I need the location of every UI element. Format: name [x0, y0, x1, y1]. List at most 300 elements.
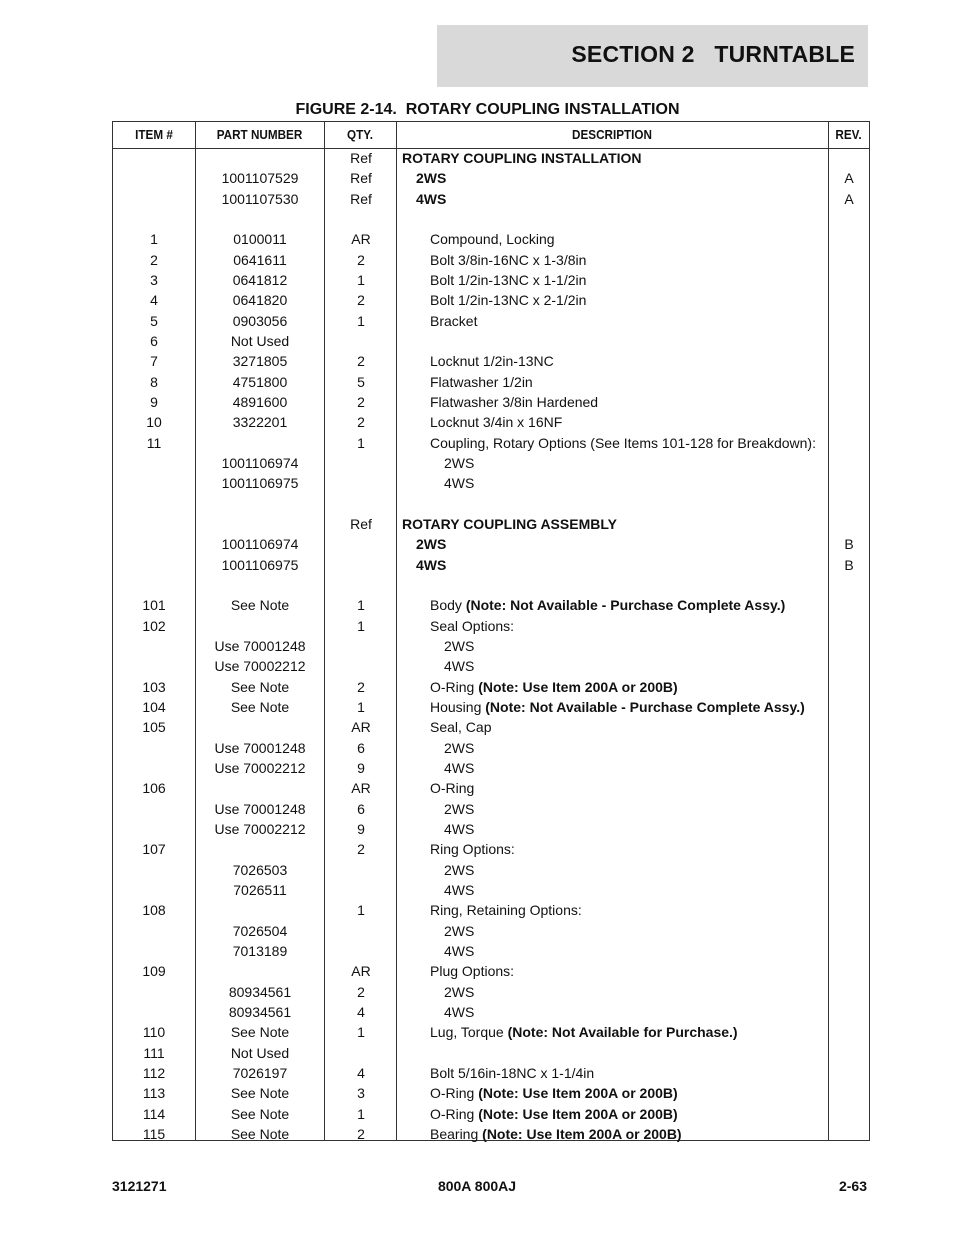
description [402, 575, 828, 595]
revision [829, 270, 869, 290]
table-row [113, 168, 869, 188]
description [402, 880, 870, 900]
revision [829, 1002, 869, 1022]
quantity: 2 [357, 251, 365, 268]
description-bold-text: 2WS [416, 536, 447, 553]
description [402, 189, 842, 209]
description-text: 4WS [444, 759, 475, 776]
item-number: 2 [150, 251, 158, 268]
description-text: O-Ring [430, 780, 475, 797]
description-bold-text: (Note: Not Available - Purchase Complete Assy.) [465, 597, 786, 614]
description-text: 2WS [444, 637, 475, 654]
quantity [325, 473, 397, 493]
description [402, 1043, 856, 1063]
footer-page-number: 2-63 [838, 1178, 867, 1194]
section-title: SECTION 2 TURNTABLE [571, 41, 855, 67]
description [402, 616, 856, 636]
description [402, 1083, 856, 1103]
table-row [113, 351, 869, 371]
part-number: See Note [230, 1024, 290, 1041]
description-text: 4WS [444, 1003, 475, 1020]
item-number [113, 494, 195, 514]
item-number [113, 758, 195, 778]
item-number: 105 [142, 719, 166, 736]
description-text: 4WS [444, 475, 475, 492]
item-number: 5 [150, 312, 158, 329]
description-text: Bolt 1/2in-13NC x 1-1/2in [430, 271, 587, 288]
item-number: 106 [142, 780, 166, 797]
description [402, 1124, 856, 1144]
item-number: 102 [142, 617, 166, 634]
revision [829, 311, 869, 331]
description [402, 1002, 870, 1022]
description-text: Seal Options: [430, 617, 515, 634]
part-number [195, 148, 325, 168]
description [402, 961, 856, 981]
item-number: 112 [142, 1064, 166, 1081]
description [402, 250, 856, 270]
revision [829, 717, 869, 737]
description-text: Compound, Locking [430, 231, 555, 248]
table-row [113, 982, 869, 1002]
quantity: 2 [357, 292, 365, 309]
item-number: 109 [142, 963, 166, 980]
figure-title: FIGURE 2-14. ROTARY COUPLING INSTALLATION [295, 101, 680, 118]
description [402, 229, 856, 249]
revision [829, 1083, 869, 1103]
item-number: 4 [150, 292, 158, 309]
item-number: 113 [142, 1085, 166, 1102]
description-text: Bolt 3/8in-16NC x 1-3/8in [430, 251, 587, 268]
item-number: 101 [142, 597, 166, 614]
quantity [325, 494, 397, 514]
quantity [325, 575, 397, 595]
quantity: 2 [357, 393, 365, 410]
table-row [113, 819, 869, 839]
part-number [195, 494, 325, 514]
description [402, 778, 856, 798]
description [402, 636, 870, 656]
description [402, 494, 828, 514]
quantity [325, 636, 397, 656]
description [402, 534, 842, 554]
description-text: Ring Options: [430, 841, 515, 858]
revision [829, 921, 869, 941]
quantity: 2 [357, 983, 365, 1000]
part-number [195, 961, 325, 981]
description [402, 697, 856, 717]
table-row [113, 636, 869, 656]
header-item: ITEM # [135, 127, 173, 142]
part-number: Not Used [230, 1044, 290, 1061]
table-row [113, 616, 869, 636]
revision [829, 1124, 869, 1144]
revision: B [844, 536, 854, 553]
section-banner [437, 25, 868, 87]
part-number [195, 433, 325, 453]
item-number: 1 [150, 231, 158, 248]
item-number [113, 982, 195, 1002]
description [402, 473, 870, 493]
description-bold-text: (Note: Use Item 200A or 200B) [482, 1125, 682, 1142]
table-row [113, 1124, 869, 1144]
header-rev: REV. [835, 127, 862, 142]
part-number: Use 70001248 [214, 800, 306, 817]
description-text: Bolt 1/2in-13NC x 2-1/2in [430, 292, 587, 309]
table-row [113, 1022, 869, 1042]
item-number [113, 941, 195, 961]
table-row [113, 514, 869, 534]
item-number [113, 168, 195, 188]
item-number [113, 860, 195, 880]
part-number: 7026197 [232, 1064, 288, 1081]
description [402, 595, 856, 615]
quantity: AR [351, 719, 371, 736]
revision [829, 799, 869, 819]
revision [829, 433, 869, 453]
description-text: 2WS [444, 739, 475, 756]
description-text: O-Ring [430, 1105, 479, 1122]
description-bold-text: ROTARY COUPLING ASSEMBLY [402, 515, 617, 532]
quantity: 1 [357, 698, 365, 715]
description-bold-text: (Note: Not Available for Purchase.) [507, 1024, 738, 1041]
revision [829, 656, 869, 676]
description [402, 270, 856, 290]
description-bold-text: (Note: Use Item 200A or 200B) [478, 1105, 678, 1122]
part-number: Use 70002212 [214, 658, 306, 675]
revision [829, 900, 869, 920]
item-number: 8 [150, 373, 158, 390]
table-row [113, 494, 869, 514]
item-number: 10 [146, 414, 162, 431]
quantity: 4 [357, 1003, 365, 1020]
quantity: Ref [350, 150, 372, 166]
quantity: 1 [357, 312, 365, 329]
part-number: Not Used [230, 332, 290, 349]
table-row [113, 311, 869, 331]
description-text: 2WS [444, 800, 475, 817]
revision [829, 616, 869, 636]
part-number [195, 717, 325, 737]
part-number [195, 900, 325, 920]
table-row [113, 778, 869, 798]
item-number [113, 799, 195, 819]
item-number [113, 534, 195, 554]
quantity: 3 [357, 1085, 365, 1102]
quantity: 9 [357, 820, 365, 837]
description [402, 351, 856, 371]
revision [829, 209, 869, 229]
revision [829, 250, 869, 270]
quantity [325, 209, 397, 229]
description-bold-text: 2WS [416, 170, 447, 187]
description-text: Flatwasher 3/8in Hardened [430, 393, 599, 410]
description [402, 290, 856, 310]
header-qty: QTY. [346, 127, 374, 142]
description-bold-text: 4WS [416, 556, 447, 573]
table-row [113, 290, 869, 310]
quantity: 6 [357, 739, 365, 756]
revision: A [844, 170, 854, 187]
table-row [113, 148, 869, 168]
table-row [113, 209, 869, 229]
table-row [113, 575, 869, 595]
description [402, 941, 870, 961]
description-text: 2WS [444, 861, 475, 878]
description [402, 656, 870, 676]
revision [829, 778, 869, 798]
part-number: 80934561 [228, 983, 292, 1000]
table-row [113, 677, 869, 697]
quantity: 4 [357, 1064, 365, 1081]
quantity: 2 [357, 1125, 365, 1142]
item-number: 104 [142, 698, 166, 715]
table-row [113, 1063, 869, 1083]
description-text: Bracket [430, 312, 478, 329]
table-row [113, 900, 869, 920]
description-text: Seal, Cap [430, 719, 492, 736]
part-number [195, 778, 325, 798]
header-part-number: PART NUMBER [216, 127, 303, 142]
part-number: 1001107530 [221, 190, 299, 207]
description [402, 392, 856, 412]
revision [829, 575, 869, 595]
item-number [113, 189, 195, 209]
revision [829, 758, 869, 778]
part-number: See Note [230, 678, 290, 695]
part-number: 4891600 [232, 393, 288, 410]
item-number [113, 1002, 195, 1022]
quantity: 2 [357, 414, 365, 431]
quantity: 1 [357, 434, 365, 451]
revision [829, 453, 869, 473]
revision [829, 941, 869, 961]
table-row [113, 921, 869, 941]
revision [829, 1104, 869, 1124]
description-text: 2WS [444, 983, 475, 1000]
quantity: Ref [350, 170, 372, 187]
table-row [113, 229, 869, 249]
description-text: 4WS [444, 942, 475, 959]
description-text: 4WS [444, 658, 475, 675]
revision [829, 392, 869, 412]
revision [829, 372, 869, 392]
description-text: 2WS [444, 454, 475, 471]
description [402, 799, 870, 819]
description-text: 4WS [444, 881, 475, 898]
revision [829, 636, 869, 656]
table-row [113, 555, 869, 575]
revision: B [844, 556, 854, 573]
item-number [113, 555, 195, 575]
table-row [113, 799, 869, 819]
table-row [113, 717, 869, 737]
description-text: Flatwasher 1/2in [430, 373, 533, 390]
quantity [325, 860, 397, 880]
item-number: 7 [150, 353, 158, 370]
quantity: AR [351, 780, 371, 797]
table-row [113, 372, 869, 392]
revision [829, 514, 869, 534]
part-number: Use 70001248 [214, 739, 306, 756]
revision: A [844, 190, 854, 207]
quantity: 9 [357, 759, 365, 776]
table-row [113, 473, 869, 493]
quantity: 1 [357, 1105, 365, 1122]
description [402, 209, 828, 229]
revision [829, 961, 869, 981]
part-number: 0641820 [232, 292, 288, 309]
table-row [113, 270, 869, 290]
description [402, 1104, 856, 1124]
item-number [113, 738, 195, 758]
description-bold-text: 4WS [416, 190, 447, 207]
revision [829, 290, 869, 310]
description-text: 4WS [444, 820, 475, 837]
quantity [325, 453, 397, 473]
description [402, 1022, 856, 1042]
quantity: AR [351, 231, 371, 248]
item-number [113, 636, 195, 656]
part-number: 3271805 [232, 353, 288, 370]
table-row [113, 880, 869, 900]
footer-model: 800A 800AJ [437, 1178, 517, 1194]
description [402, 311, 856, 331]
description [402, 839, 856, 859]
part-number: See Note [230, 1085, 290, 1102]
revision [829, 839, 869, 859]
part-number: See Note [230, 597, 290, 614]
item-number: 3 [150, 271, 158, 288]
part-number: 0641812 [232, 271, 288, 288]
part-number: 1001106975 [221, 475, 299, 492]
item-number: 110 [142, 1024, 166, 1041]
revision [829, 677, 869, 697]
description-bold-text: (Note: Use Item 200A or 200B) [478, 678, 678, 695]
quantity: 2 [357, 353, 365, 370]
revision [829, 595, 869, 615]
revision [829, 697, 869, 717]
description [402, 412, 856, 432]
description-text: Ring, Retaining Options: [430, 902, 582, 919]
part-number: 0100011 [233, 231, 287, 248]
table-row [113, 1083, 869, 1103]
description [402, 453, 870, 473]
part-number: 1001107529 [221, 170, 299, 187]
description-text: O-Ring [430, 678, 479, 695]
description-bold-text: ROTARY COUPLING INSTALLATION [402, 150, 642, 166]
description [402, 148, 828, 168]
table-row [113, 656, 869, 676]
part-number [195, 616, 325, 636]
table-row [113, 860, 869, 880]
part-number [195, 514, 325, 534]
item-number: 103 [142, 678, 166, 695]
item-number: 11 [146, 434, 162, 451]
part-number: See Note [230, 1105, 290, 1122]
part-number [195, 575, 325, 595]
part-number: 0641611 [233, 251, 287, 268]
part-number: Use 70002212 [214, 759, 306, 776]
table-row [113, 738, 869, 758]
table-row [113, 941, 869, 961]
parts-table [112, 121, 870, 1141]
description [402, 982, 870, 1002]
quantity: Ref [350, 515, 372, 532]
item-number [113, 514, 195, 534]
revision [829, 148, 869, 168]
description-text: Body [430, 597, 466, 614]
revision [829, 229, 869, 249]
revision [829, 412, 869, 432]
revision [829, 473, 869, 493]
description [402, 677, 856, 697]
table-row [113, 189, 869, 209]
revision [829, 819, 869, 839]
item-number [113, 575, 195, 595]
item-number: 107 [142, 841, 166, 858]
revision [829, 1063, 869, 1083]
revision [829, 351, 869, 371]
description-text: O-Ring [430, 1085, 479, 1102]
table-row [113, 839, 869, 859]
quantity: Ref [350, 190, 372, 207]
description [402, 758, 870, 778]
description [402, 717, 856, 737]
part-number: 7026504 [232, 922, 288, 939]
table-row [113, 1002, 869, 1022]
item-number [113, 209, 195, 229]
quantity: 1 [357, 271, 365, 288]
item-number [113, 453, 195, 473]
part-number: 1001106974 [221, 536, 299, 553]
item-number: 111 [143, 1044, 165, 1061]
item-number [113, 473, 195, 493]
description-text: Plug Options: [430, 963, 515, 980]
table-row [113, 961, 869, 981]
table-row [113, 433, 869, 453]
part-number: 4751800 [232, 373, 288, 390]
part-number: 7013189 [232, 942, 288, 959]
quantity: 1 [357, 902, 365, 919]
part-number: 3322201 [232, 414, 288, 431]
description [402, 819, 870, 839]
item-number: 9 [150, 393, 158, 410]
item-number: 108 [142, 902, 166, 919]
quantity: AR [351, 963, 371, 980]
description-text: Locknut 3/4in x 16NF [430, 414, 563, 431]
item-number [113, 921, 195, 941]
header-description: DESCRIPTION [572, 127, 652, 142]
table-row [113, 250, 869, 270]
revision [829, 860, 869, 880]
quantity [325, 656, 397, 676]
quantity [325, 880, 397, 900]
quantity [325, 555, 397, 575]
description [402, 921, 870, 941]
revision [829, 738, 869, 758]
item-number: 115 [142, 1125, 166, 1142]
table-row [113, 331, 869, 351]
quantity [325, 1043, 397, 1063]
table-row [113, 1104, 869, 1124]
revision [829, 1043, 869, 1063]
part-number: Use 70001248 [214, 637, 306, 654]
quantity: 5 [357, 373, 365, 390]
item-number [113, 819, 195, 839]
footer-document-number: 3121271 [112, 1178, 167, 1194]
item-number [113, 880, 195, 900]
